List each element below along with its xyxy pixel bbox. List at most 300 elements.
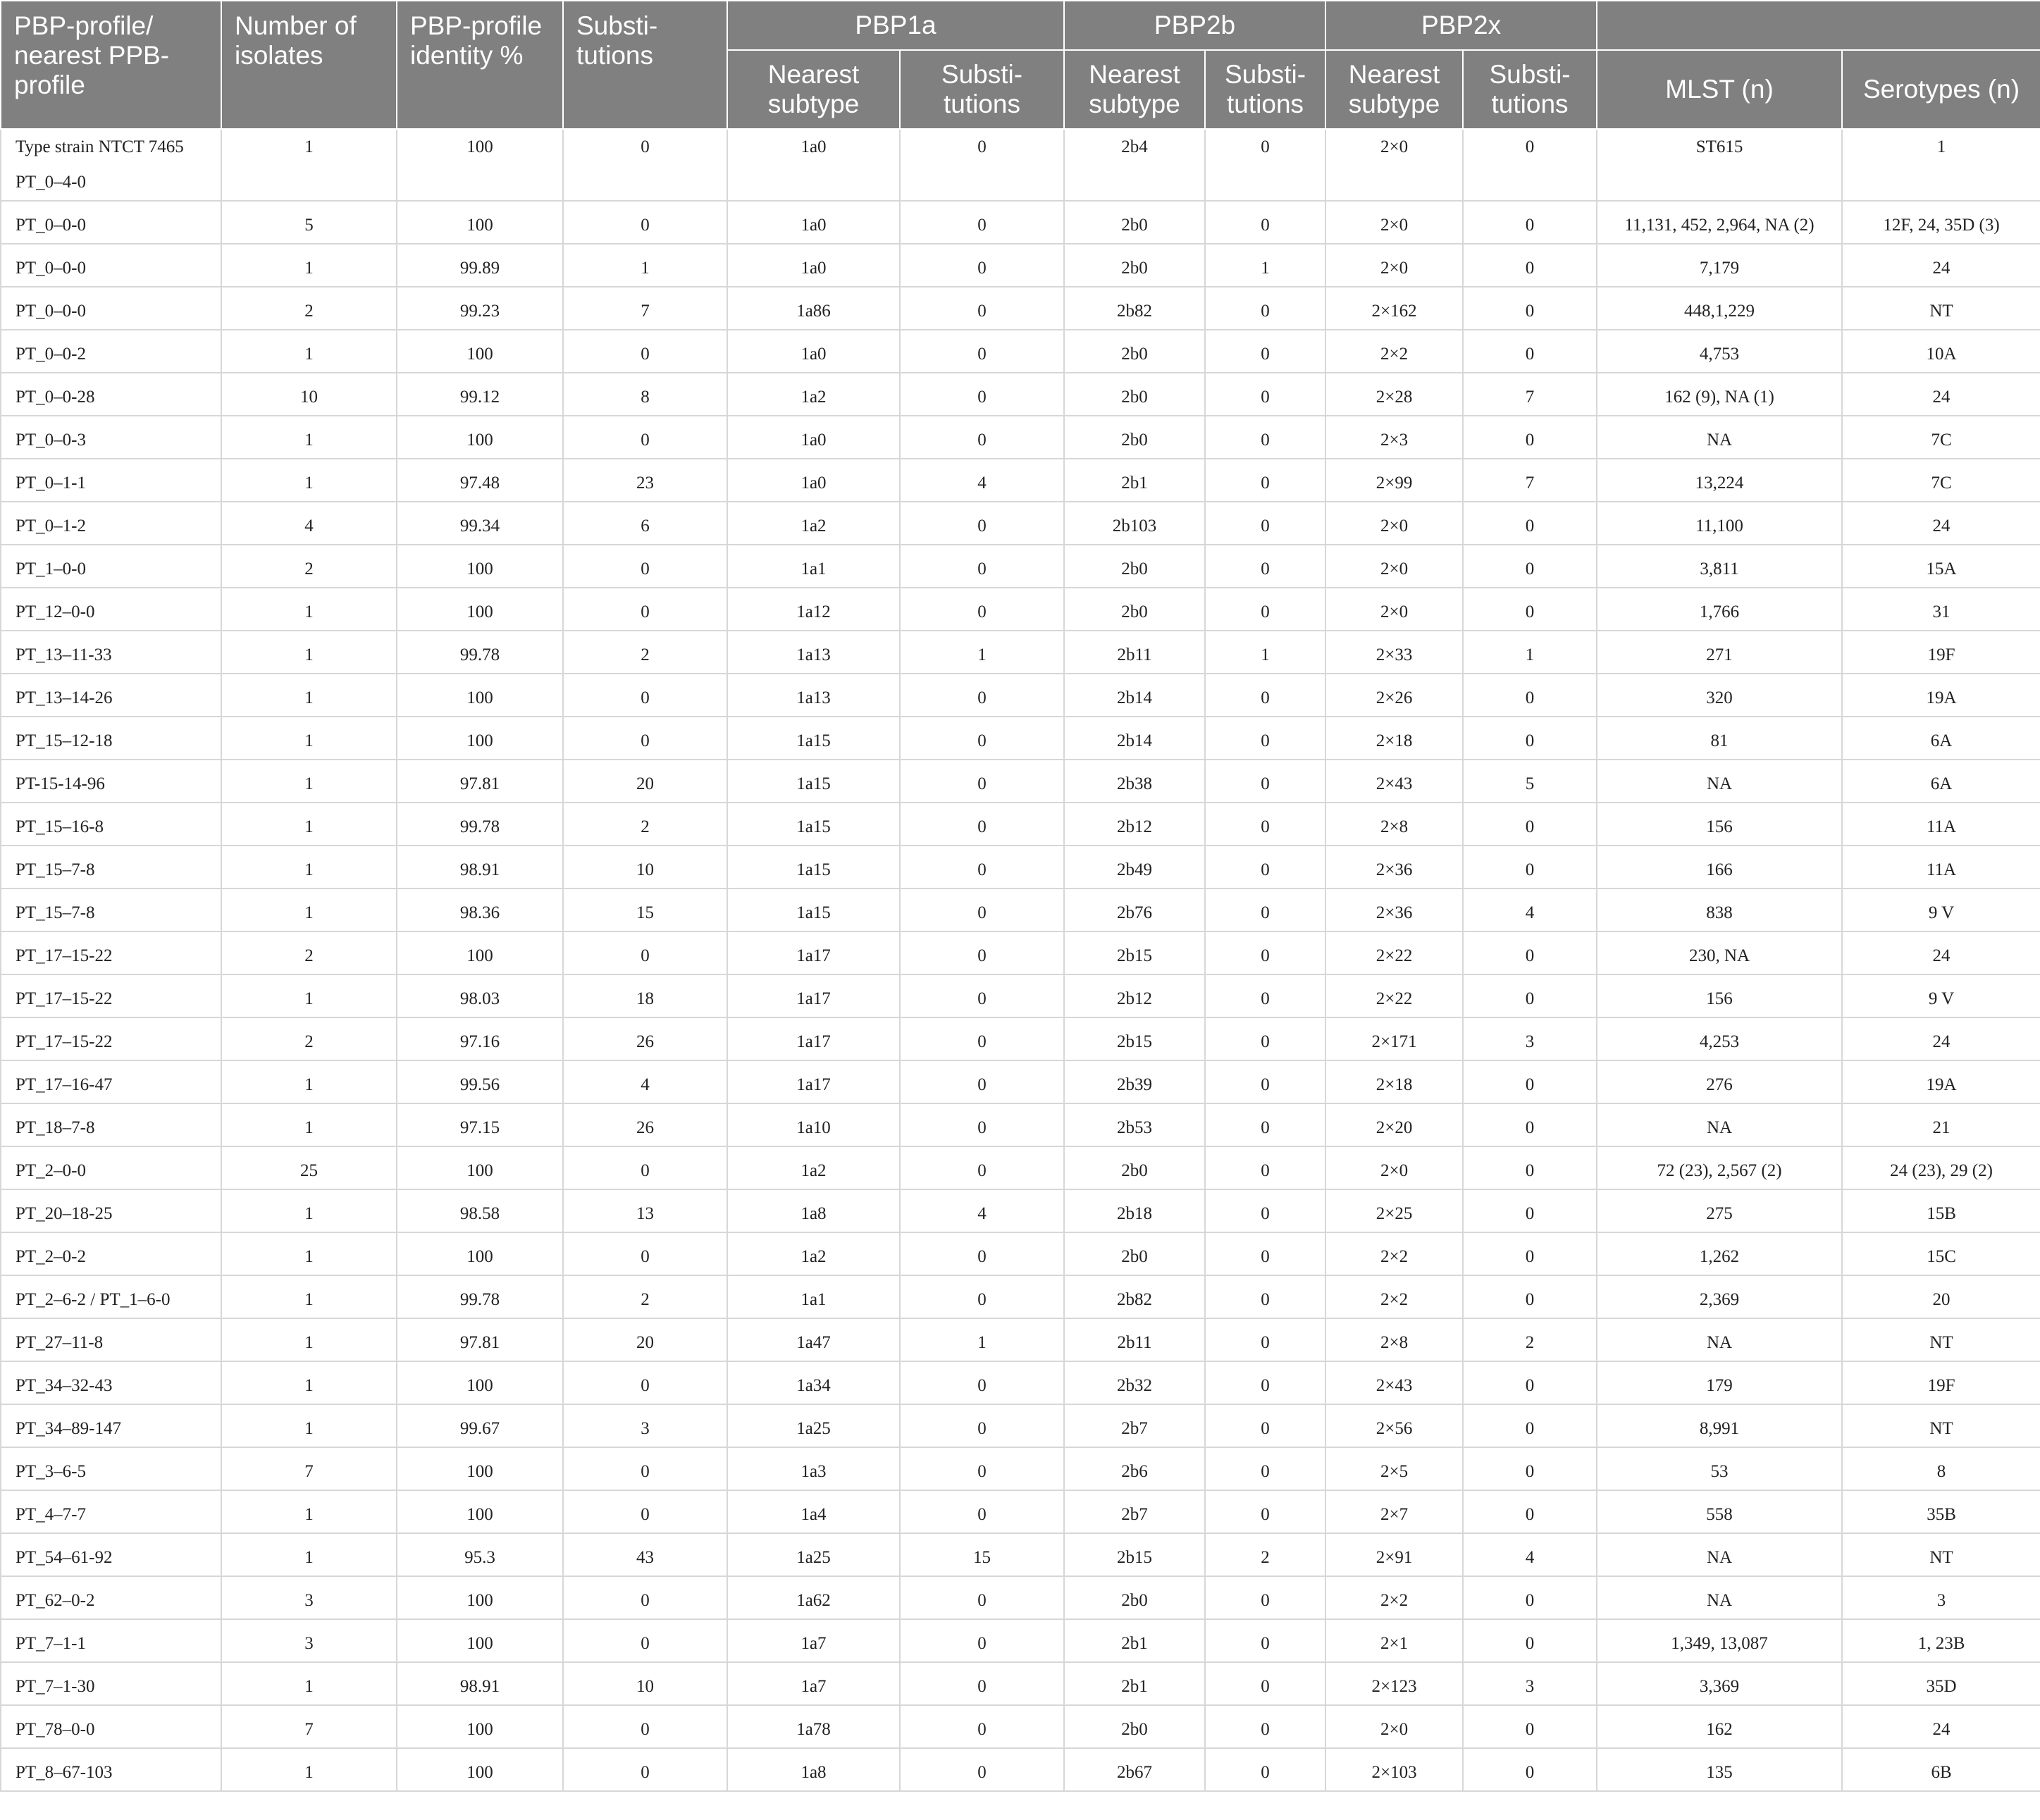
cell-profile: PT_15–7-8: [1, 846, 221, 889]
cell-pbp1a-substitutions: 0: [900, 1748, 1064, 1791]
cell-isolates: 25: [221, 1146, 397, 1189]
cell-mlst: 1,262: [1597, 1232, 1842, 1275]
cell-profile: PT_20–18-25: [1, 1189, 221, 1232]
cell-pbp2x-nearest: 2×43: [1325, 1361, 1463, 1404]
cell-substitutions: 43: [563, 1533, 727, 1576]
cell-isolates: 1: [221, 1533, 397, 1576]
cell-profile: PT_2–0-0: [1, 1146, 221, 1189]
cell-pbp2b-substitutions: 0: [1205, 1017, 1325, 1060]
cell-pbp2x-substitutions: 0: [1463, 1447, 1597, 1490]
cell-pbp2b-substitutions: 0: [1205, 846, 1325, 889]
cell-pbp2x-substitutions: 0: [1463, 1404, 1597, 1447]
cell-serotypes: 19F: [1842, 631, 2040, 674]
cell-pbp2x-nearest: 2×123: [1325, 1662, 1463, 1705]
cell-identity: 100: [397, 931, 563, 974]
cell-pbp2x-nearest: 2×99: [1325, 459, 1463, 502]
cell-pbp2x-nearest: 2×22: [1325, 931, 1463, 974]
cell-pbp1a-substitutions: 0: [900, 1060, 1064, 1103]
cell-mlst: NA: [1597, 1103, 1842, 1146]
cell-mlst: NA: [1597, 1576, 1842, 1619]
cell-mlst: 81: [1597, 717, 1842, 760]
cell-serotypes: 12F, 24, 35D (3): [1842, 201, 2040, 244]
cell-serotypes: 24: [1842, 244, 2040, 287]
table-row: [1, 803, 2040, 846]
cell-mlst: 156: [1597, 803, 1842, 846]
cell-profile: PT_15–12-18: [1, 717, 221, 760]
cell-pbp2b-nearest: 2b7: [1064, 1404, 1205, 1447]
cell-pbp1a-nearest: 1a12: [727, 588, 900, 631]
cell-pbp2b-nearest: 2b0: [1064, 416, 1205, 459]
cell-isolates: 1: [221, 1748, 397, 1791]
table-row: [1, 416, 2040, 459]
cell-pbp2b-nearest: 2b15: [1064, 1017, 1205, 1060]
cell-isolates: 1: [221, 1232, 397, 1275]
cell-serotypes: 19A: [1842, 674, 2040, 717]
cell-pbp2b-substitutions: 0: [1205, 1662, 1325, 1705]
header-serotypes: Serotypes (n): [1842, 50, 2040, 129]
cell-isolates: 1: [221, 588, 397, 631]
cell-mlst: 838: [1597, 889, 1842, 931]
table-row: [1, 846, 2040, 889]
cell-identity: 100: [397, 129, 563, 201]
header-pbp1a-nearest: Nearest subtype: [727, 50, 900, 129]
cell-profile: PT_17–15-22: [1, 1017, 221, 1060]
cell-pbp2x-nearest: 2×0: [1325, 201, 1463, 244]
cell-serotypes: 24: [1842, 1705, 2040, 1748]
cell-pbp2x-nearest: 2×33: [1325, 631, 1463, 674]
cell-pbp1a-nearest: 1a1: [727, 545, 900, 588]
cell-isolates: 1: [221, 1103, 397, 1146]
cell-isolates: 2: [221, 545, 397, 588]
cell-mlst: 3,369: [1597, 1662, 1842, 1705]
cell-pbp1a-substitutions: 0: [900, 1447, 1064, 1490]
table-row: [1, 244, 2040, 287]
cell-profile: PT_34–89-147: [1, 1404, 221, 1447]
table-row: [1, 1189, 2040, 1232]
cell-pbp2x-substitutions: 7: [1463, 459, 1597, 502]
cell-mlst: 8,991: [1597, 1404, 1842, 1447]
table-row: [1, 1705, 2040, 1748]
cell-identity: 99.78: [397, 1275, 563, 1318]
cell-pbp1a-nearest: 1a13: [727, 674, 900, 717]
cell-isolates: 1: [221, 717, 397, 760]
cell-pbp2b-nearest: 2b0: [1064, 545, 1205, 588]
cell-pbp2b-substitutions: 0: [1205, 1275, 1325, 1318]
cell-pbp2b-nearest: 2b12: [1064, 803, 1205, 846]
cell-pbp2x-nearest: 2×56: [1325, 1404, 1463, 1447]
cell-pbp2x-nearest: 2×91: [1325, 1533, 1463, 1576]
cell-identity: 97.81: [397, 1318, 563, 1361]
cell-pbp1a-nearest: 1a15: [727, 760, 900, 803]
cell-pbp1a-nearest: 1a2: [727, 1232, 900, 1275]
cell-substitutions: 0: [563, 1361, 727, 1404]
cell-pbp2b-substitutions: 0: [1205, 974, 1325, 1017]
cell-profile: PT_0–0-0: [1, 201, 221, 244]
table-row: [1, 1662, 2040, 1705]
cell-serotypes: 24: [1842, 373, 2040, 416]
cell-substitutions: 0: [563, 1705, 727, 1748]
cell-identity: 98.36: [397, 889, 563, 931]
cell-pbp1a-substitutions: 0: [900, 803, 1064, 846]
cell-mlst: 4,753: [1597, 330, 1842, 373]
header-profile: PBP-profile/ nearest PPB-profile: [1, 1, 221, 129]
cell-substitutions: 10: [563, 1662, 727, 1705]
cell-pbp2x-nearest: 2×3: [1325, 416, 1463, 459]
cell-pbp2x-substitutions: 0: [1463, 287, 1597, 330]
cell-pbp2x-nearest: 2×8: [1325, 803, 1463, 846]
cell-serotypes: 21: [1842, 1103, 2040, 1146]
cell-profile: PT_0–1-2: [1, 502, 221, 545]
cell-substitutions: 0: [563, 717, 727, 760]
cell-identity: 98.91: [397, 846, 563, 889]
cell-pbp1a-substitutions: 0: [900, 244, 1064, 287]
header-isolates: Number of isolates: [221, 1, 397, 129]
cell-isolates: 1: [221, 846, 397, 889]
cell-pbp2x-substitutions: 0: [1463, 717, 1597, 760]
cell-pbp2x-substitutions: 0: [1463, 1748, 1597, 1791]
cell-pbp1a-nearest: 1a13: [727, 631, 900, 674]
table-row: [1, 545, 2040, 588]
cell-mlst: 271: [1597, 631, 1842, 674]
cell-pbp2b-substitutions: 2: [1205, 1533, 1325, 1576]
table-row: [1, 1060, 2040, 1103]
cell-pbp1a-nearest: 1a15: [727, 889, 900, 931]
cell-substitutions: 2: [563, 803, 727, 846]
cell-pbp1a-substitutions: 0: [900, 1490, 1064, 1533]
cell-pbp2b-nearest: 2b82: [1064, 287, 1205, 330]
cell-serotypes: 35B: [1842, 1490, 2040, 1533]
cell-serotypes: 8: [1842, 1447, 2040, 1490]
cell-pbp1a-substitutions: 0: [900, 1232, 1064, 1275]
cell-serotypes: NT: [1842, 1533, 2040, 1576]
cell-pbp2b-nearest: 2b0: [1064, 1576, 1205, 1619]
table-row: [1, 502, 2040, 545]
cell-serotypes: 6A: [1842, 760, 2040, 803]
cell-pbp2x-nearest: 2×5: [1325, 1447, 1463, 1490]
cell-mlst: 166: [1597, 846, 1842, 889]
cell-pbp2x-nearest: 2×0: [1325, 502, 1463, 545]
cell-substitutions: 0: [563, 545, 727, 588]
cell-pbp2x-nearest: 2×0: [1325, 545, 1463, 588]
cell-serotypes: 24: [1842, 1017, 2040, 1060]
cell-pbp1a-substitutions: 0: [900, 201, 1064, 244]
cell-pbp2x-substitutions: 3: [1463, 1017, 1597, 1060]
cell-isolates: 7: [221, 1705, 397, 1748]
cell-profile: PT_0–1-1: [1, 459, 221, 502]
table-row: [1, 1748, 2040, 1791]
cell-pbp1a-substitutions: 0: [900, 416, 1064, 459]
cell-pbp2b-nearest: 2b11: [1064, 1318, 1205, 1361]
cell-identity: 97.81: [397, 760, 563, 803]
cell-pbp2b-nearest: 2b12: [1064, 974, 1205, 1017]
cell-profile: PT_0–0-0: [1, 244, 221, 287]
cell-pbp2x-nearest: 2×26: [1325, 674, 1463, 717]
cell-pbp2x-substitutions: 0: [1463, 129, 1597, 201]
cell-pbp2x-substitutions: 0: [1463, 1103, 1597, 1146]
cell-profile: PT_0–0-0: [1, 287, 221, 330]
cell-serotypes: 7C: [1842, 416, 2040, 459]
cell-pbp2b-substitutions: 0: [1205, 287, 1325, 330]
cell-pbp2x-substitutions: 0: [1463, 1275, 1597, 1318]
cell-pbp1a-nearest: 1a78: [727, 1705, 900, 1748]
cell-pbp2x-nearest: 2×2: [1325, 1232, 1463, 1275]
cell-pbp1a-substitutions: 4: [900, 459, 1064, 502]
cell-isolates: 1: [221, 1060, 397, 1103]
cell-isolates: 1: [221, 631, 397, 674]
cell-pbp1a-nearest: 1a15: [727, 803, 900, 846]
header-pbp2b-substitutions: Substi-tutions: [1205, 50, 1325, 129]
header-pbp2x-substitutions: Substi-tutions: [1463, 50, 1597, 129]
cell-isolates: 1: [221, 129, 397, 201]
table-row: [1, 201, 2040, 244]
cell-pbp2b-nearest: 2b0: [1064, 1146, 1205, 1189]
cell-pbp1a-substitutions: 0: [900, 1662, 1064, 1705]
cell-pbp1a-nearest: 1a0: [727, 416, 900, 459]
cell-identity: 100: [397, 674, 563, 717]
cell-mlst: NA: [1597, 416, 1842, 459]
table-row: [1, 974, 2040, 1017]
cell-pbp2b-nearest: 2b82: [1064, 1275, 1205, 1318]
cell-pbp2b-nearest: 2b0: [1064, 201, 1205, 244]
cell-pbp2b-nearest: 2b0: [1064, 244, 1205, 287]
header-pbp2b: PBP2b: [1064, 1, 1325, 50]
cell-mlst: 2,369: [1597, 1275, 1842, 1318]
cell-pbp2x-substitutions: 7: [1463, 373, 1597, 416]
cell-pbp2b-substitutions: 0: [1205, 129, 1325, 201]
cell-pbp2b-substitutions: 0: [1205, 373, 1325, 416]
cell-substitutions: 0: [563, 1576, 727, 1619]
cell-pbp2x-substitutions: 0: [1463, 974, 1597, 1017]
cell-pbp1a-nearest: 1a8: [727, 1748, 900, 1791]
cell-pbp2b-nearest: 2b14: [1064, 674, 1205, 717]
cell-profile: PT_27–11-8: [1, 1318, 221, 1361]
cell-identity: 99.56: [397, 1060, 563, 1103]
cell-serotypes: 1: [1842, 129, 2040, 201]
cell-isolates: 7: [221, 1447, 397, 1490]
cell-identity: 99.89: [397, 244, 563, 287]
cell-substitutions: 13: [563, 1189, 727, 1232]
cell-profile: PT_8–67-103: [1, 1748, 221, 1791]
cell-mlst: 276: [1597, 1060, 1842, 1103]
cell-serotypes: 19F: [1842, 1361, 2040, 1404]
cell-pbp1a-substitutions: 0: [900, 1576, 1064, 1619]
table-row: [1, 1447, 2040, 1490]
table-row: [1, 1404, 2040, 1447]
cell-identity: 100: [397, 588, 563, 631]
cell-identity: 97.16: [397, 1017, 563, 1060]
cell-serotypes: 11A: [1842, 846, 2040, 889]
cell-serotypes: 35D: [1842, 1662, 2040, 1705]
cell-pbp2x-substitutions: 0: [1463, 846, 1597, 889]
cell-pbp2b-nearest: 2b76: [1064, 889, 1205, 931]
cell-pbp2b-nearest: 2b103: [1064, 502, 1205, 545]
cell-pbp2x-substitutions: 0: [1463, 931, 1597, 974]
table-row: [1, 1146, 2040, 1189]
cell-pbp2b-nearest: 2b38: [1064, 760, 1205, 803]
cell-isolates: 1: [221, 416, 397, 459]
cell-serotypes: 1, 23B: [1842, 1619, 2040, 1662]
cell-pbp2x-nearest: 2×171: [1325, 1017, 1463, 1060]
cell-pbp1a-substitutions: 4: [900, 1189, 1064, 1232]
cell-pbp1a-nearest: 1a47: [727, 1318, 900, 1361]
cell-substitutions: 0: [563, 588, 727, 631]
cell-pbp1a-nearest: 1a86: [727, 287, 900, 330]
cell-pbp2x-substitutions: 0: [1463, 1490, 1597, 1533]
cell-pbp2b-substitutions: 0: [1205, 1748, 1325, 1791]
cell-serotypes: 31: [1842, 588, 2040, 631]
cell-pbp2x-nearest: 2×2: [1325, 1275, 1463, 1318]
cell-profile: PT_62–0-2: [1, 1576, 221, 1619]
cell-pbp1a-nearest: 1a0: [727, 330, 900, 373]
table-row: [1, 330, 2040, 373]
cell-isolates: 1: [221, 1275, 397, 1318]
cell-pbp2x-nearest: 2×2: [1325, 330, 1463, 373]
cell-pbp1a-nearest: 1a7: [727, 1662, 900, 1705]
cell-pbp2x-substitutions: 0: [1463, 201, 1597, 244]
cell-serotypes: 9 V: [1842, 889, 2040, 931]
cell-identity: 97.48: [397, 459, 563, 502]
cell-pbp1a-substitutions: 0: [900, 1275, 1064, 1318]
cell-serotypes: 24 (23), 29 (2): [1842, 1146, 2040, 1189]
cell-pbp1a-substitutions: 0: [900, 588, 1064, 631]
cell-substitutions: 26: [563, 1017, 727, 1060]
cell-pbp2x-substitutions: 4: [1463, 889, 1597, 931]
cell-pbp1a-substitutions: 0: [900, 889, 1064, 931]
cell-mlst: NA: [1597, 1533, 1842, 1576]
header-mlst: MLST (n): [1597, 50, 1842, 129]
cell-pbp2x-substitutions: 0: [1463, 1361, 1597, 1404]
cell-profile: PT_3–6-5: [1, 1447, 221, 1490]
cell-serotypes: NT: [1842, 1318, 2040, 1361]
cell-pbp1a-nearest: 1a2: [727, 373, 900, 416]
cell-pbp2x-nearest: 2×22: [1325, 974, 1463, 1017]
cell-pbp2x-nearest: 2×7: [1325, 1490, 1463, 1533]
cell-pbp1a-substitutions: 1: [900, 631, 1064, 674]
cell-pbp2b-substitutions: 0: [1205, 889, 1325, 931]
cell-serotypes: 10A: [1842, 330, 2040, 373]
cell-pbp2x-substitutions: 0: [1463, 416, 1597, 459]
cell-pbp1a-nearest: 1a1: [727, 1275, 900, 1318]
cell-serotypes: 6A: [1842, 717, 2040, 760]
cell-identity: 100: [397, 416, 563, 459]
cell-pbp1a-substitutions: 0: [900, 674, 1064, 717]
cell-substitutions: 2: [563, 1275, 727, 1318]
cell-substitutions: 1: [563, 244, 727, 287]
cell-pbp1a-substitutions: 0: [900, 373, 1064, 416]
header-pbp2x-nearest: Nearest subtype: [1325, 50, 1463, 129]
cell-substitutions: 18: [563, 974, 727, 1017]
cell-mlst: 1,766: [1597, 588, 1842, 631]
table-row: [1, 760, 2040, 803]
cell-profile: PT_0–0-28: [1, 373, 221, 416]
cell-pbp2x-nearest: 2×8: [1325, 1318, 1463, 1361]
cell-substitutions: 23: [563, 459, 727, 502]
cell-pbp2x-substitutions: 0: [1463, 502, 1597, 545]
cell-substitutions: 8: [563, 373, 727, 416]
cell-mlst: NA: [1597, 1318, 1842, 1361]
cell-pbp2x-substitutions: 2: [1463, 1318, 1597, 1361]
cell-mlst: 53: [1597, 1447, 1842, 1490]
cell-mlst: 448,1,229: [1597, 287, 1842, 330]
cell-pbp1a-substitutions: 0: [900, 1146, 1064, 1189]
cell-pbp1a-nearest: 1a17: [727, 931, 900, 974]
cell-identity: 99.78: [397, 803, 563, 846]
cell-substitutions: 0: [563, 674, 727, 717]
cell-pbp2b-substitutions: 0: [1205, 803, 1325, 846]
cell-pbp2b-nearest: 2b0: [1064, 373, 1205, 416]
cell-pbp2b-nearest: 2b7: [1064, 1490, 1205, 1533]
cell-substitutions: 0: [563, 1146, 727, 1189]
cell-identity: 100: [397, 1705, 563, 1748]
cell-serotypes: 3: [1842, 1576, 2040, 1619]
cell-pbp1a-nearest: 1a8: [727, 1189, 900, 1232]
cell-profile: PT_2–6-2 / PT_1–6-0: [1, 1275, 221, 1318]
cell-pbp2b-substitutions: 0: [1205, 931, 1325, 974]
cell-pbp1a-nearest: 1a25: [727, 1533, 900, 1576]
header-identity: PBP-profile identity %: [397, 1, 563, 129]
cell-pbp1a-substitutions: 0: [900, 1404, 1064, 1447]
cell-pbp1a-substitutions: 0: [900, 931, 1064, 974]
cell-pbp2b-substitutions: 0: [1205, 1619, 1325, 1662]
cell-pbp1a-nearest: 1a34: [727, 1361, 900, 1404]
cell-profile: PT_34–32-43: [1, 1361, 221, 1404]
cell-isolates: 1: [221, 1662, 397, 1705]
cell-mlst: 3,811: [1597, 545, 1842, 588]
table-row: [1, 1232, 2040, 1275]
cell-pbp2b-nearest: 2b15: [1064, 1533, 1205, 1576]
cell-pbp2x-substitutions: 0: [1463, 244, 1597, 287]
cell-pbp1a-substitutions: 0: [900, 287, 1064, 330]
cell-pbp2x-substitutions: 1: [1463, 631, 1597, 674]
cell-pbp1a-nearest: 1a2: [727, 502, 900, 545]
cell-substitutions: 0: [563, 1232, 727, 1275]
cell-pbp1a-nearest: 1a17: [727, 974, 900, 1017]
table-row: [1, 373, 2040, 416]
cell-mlst: ST615: [1597, 129, 1842, 201]
cell-pbp2b-substitutions: 0: [1205, 1404, 1325, 1447]
cell-pbp2x-nearest: 2×43: [1325, 760, 1463, 803]
cell-substitutions: 26: [563, 1103, 727, 1146]
cell-pbp2x-nearest: 2×0: [1325, 588, 1463, 631]
cell-profile: PT_0–0-2: [1, 330, 221, 373]
cell-isolates: 1: [221, 674, 397, 717]
cell-profile: PT_15–7-8: [1, 889, 221, 931]
cell-pbp1a-substitutions: 0: [900, 1103, 1064, 1146]
cell-profile: PT_78–0-0: [1, 1705, 221, 1748]
cell-profile: PT_18–7-8: [1, 1103, 221, 1146]
cell-pbp2x-nearest: 2×36: [1325, 846, 1463, 889]
cell-pbp1a-nearest: 1a15: [727, 846, 900, 889]
cell-substitutions: 0: [563, 931, 727, 974]
cell-pbp2x-substitutions: 5: [1463, 760, 1597, 803]
cell-pbp2x-nearest: 2×25: [1325, 1189, 1463, 1232]
cell-pbp2b-substitutions: 0: [1205, 1447, 1325, 1490]
cell-pbp2b-nearest: 2b67: [1064, 1748, 1205, 1791]
cell-pbp2b-substitutions: 0: [1205, 330, 1325, 373]
cell-isolates: 1: [221, 760, 397, 803]
table-row: [1, 889, 2040, 931]
cell-identity: 99.12: [397, 373, 563, 416]
cell-pbp1a-nearest: 1a10: [727, 1103, 900, 1146]
cell-pbp1a-substitutions: 0: [900, 502, 1064, 545]
cell-pbp2b-substitutions: 0: [1205, 1060, 1325, 1103]
cell-pbp1a-nearest: 1a7: [727, 1619, 900, 1662]
cell-profile: PT_54–61-92: [1, 1533, 221, 1576]
cell-substitutions: 0: [563, 1748, 727, 1791]
cell-pbp2b-nearest: 2b32: [1064, 1361, 1205, 1404]
cell-pbp2x-nearest: 2×2: [1325, 1576, 1463, 1619]
cell-serotypes: NT: [1842, 287, 2040, 330]
